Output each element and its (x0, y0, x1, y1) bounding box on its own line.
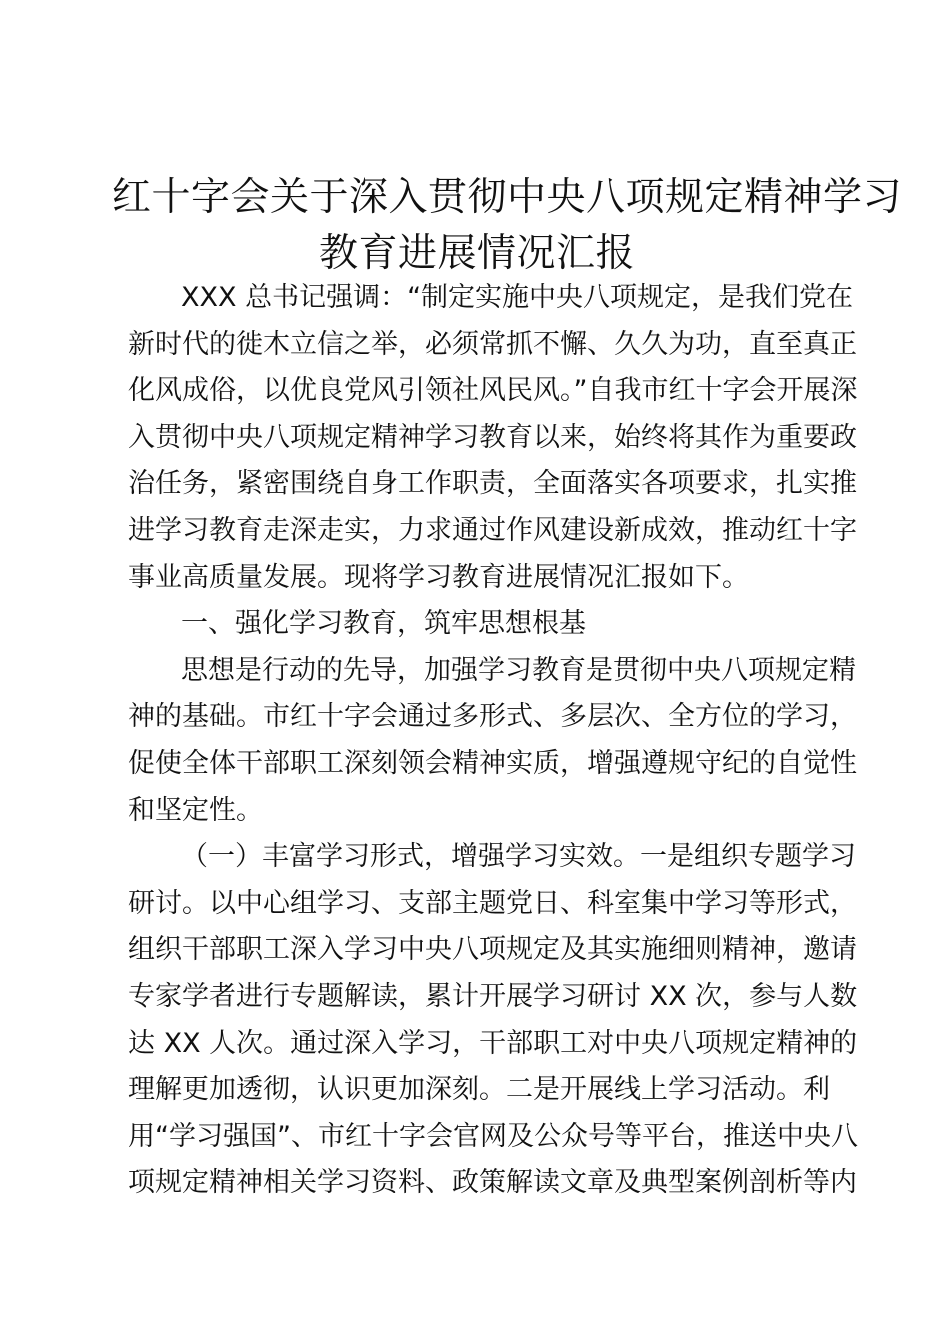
title-line: 红十字会关于深入贯彻中央八项规定精神学习 (112, 175, 903, 220)
text-line: 达 XX 人次。通过深入学习，干部职工对中央八项规定精神的 (128, 1027, 858, 1059)
text-line: 思想是行动的先导，加强学习教育是贯彻中央八项规定精 (181, 654, 856, 686)
document-title (112, 170, 903, 282)
text-line: 用“学习强国”、市红十字会官网及公众号等平台，推送中央八 (128, 1120, 858, 1152)
paragraph-intro (128, 275, 858, 601)
text-line: 入贯彻中央八项规定精神学习教育以来，始终将其作为重要政 (128, 421, 857, 453)
text-line: 治任务，紧密围绕自身工作职责，全面落实各项要求，扎实推 (128, 468, 857, 500)
section-heading (128, 601, 820, 648)
document-body (128, 275, 858, 1207)
paragraph-subsection-1 (128, 834, 858, 1207)
text-line: 项规定精神相关学习资料、政策解读文章及典型案例剖析等内 (128, 1167, 857, 1199)
text-line: 研讨。以中心组学习、支部主题党日、科室集中学习等形式， (128, 887, 857, 919)
text-line: 促使全体干部职工深刻领会精神实质，增强遵规守纪的自觉性 (128, 747, 857, 779)
text-line: 和坚定性。 (128, 794, 263, 826)
text-line: 化风成俗，以优良党风引领社风民风。”自我市红十字会开展深 (128, 375, 858, 407)
text-line: XXX 总书记强调：“制定实施中央八项规定，是我们党在 (181, 282, 854, 313)
text-line: 进学习教育走深走实，力求通过作风建设新成效，推动红十字 (128, 514, 857, 546)
text-line: 新时代的徙木立信之举，必须常抓不懈、久久为功，直至真正 (128, 328, 857, 360)
heading-line: 一、强化学习教育，筑牢思想根基 (181, 608, 586, 640)
text-line: 组织干部职工深入学习中央八项规定及其实施细则精神，邀请 (128, 934, 857, 966)
text-line: 事业高质量发展。现将学习教育进展情况汇报如下。 (128, 561, 749, 593)
text-line: 专家学者进行专题解读，累计开展学习研讨 XX 次，参与人数 (128, 980, 858, 1012)
text-line: 神的基础。市红十字会通过多形式、多层次、全方位的学习， (128, 701, 857, 733)
text-line: 理解更加透彻，认识更加深刻。二是开展线上学习活动。利 (128, 1074, 830, 1106)
text-line: （一）丰富学习形式，增强学习实效。一是组织专题学习 (181, 841, 856, 873)
title-line: 教育进展情况汇报 (318, 231, 635, 276)
paragraph-section-intro (128, 648, 857, 834)
